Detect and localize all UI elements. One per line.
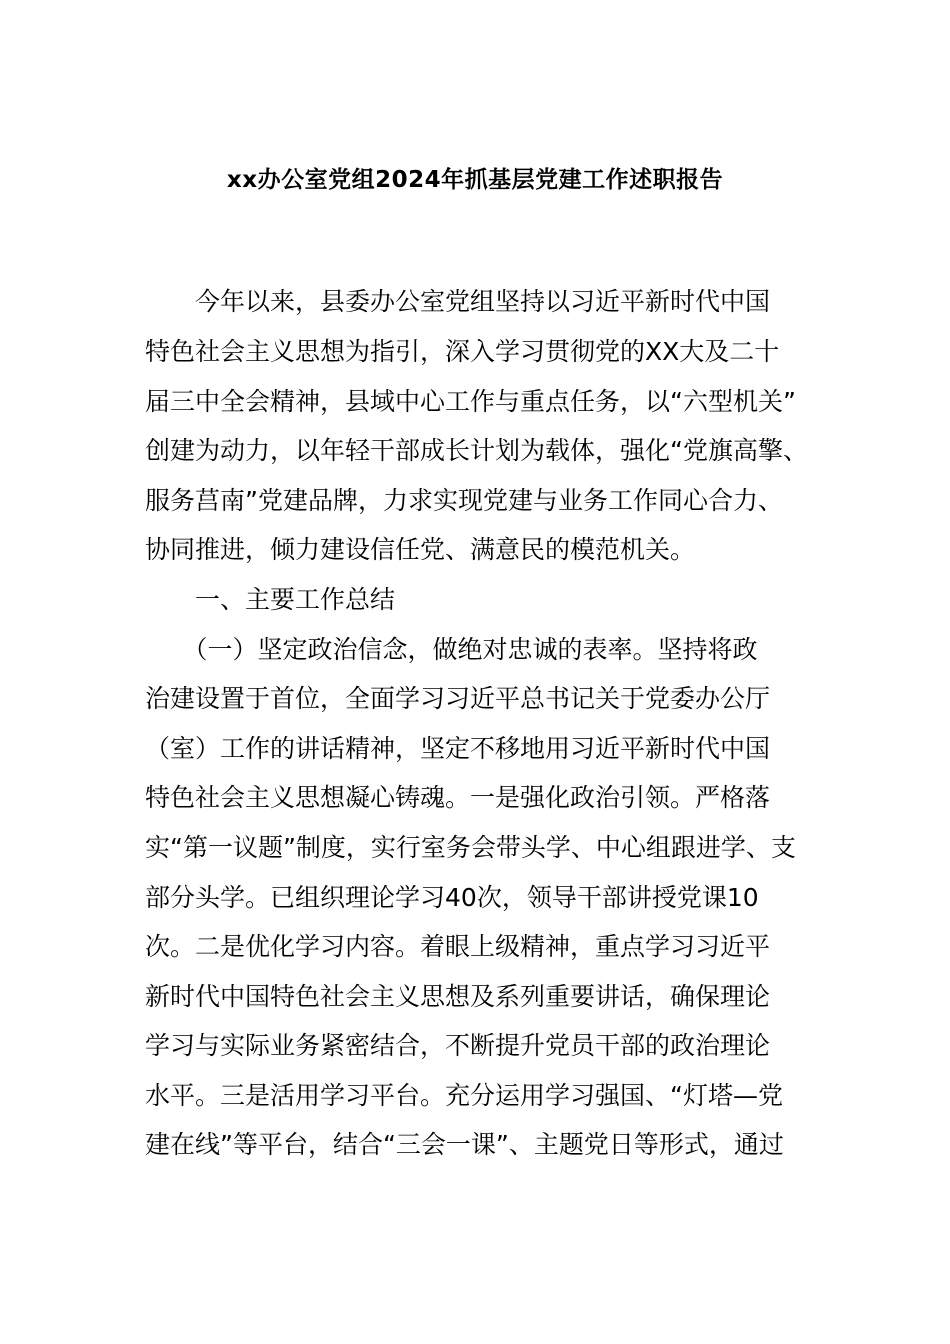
body-line: 水平。三是活用学习平台。充分运用学习强国、“灯塔—党 — [145, 1081, 783, 1110]
document-title: xx办公室党组2024年抓基层党建工作述职报告 — [226, 167, 724, 193]
body-line: 次。二是优化学习内容。着眼上级精神，重点学习习近平 — [145, 932, 771, 961]
body-line: 今年以来，县委办公室党组坚持以习近平新时代中国 — [145, 287, 771, 316]
section-heading: 一、主要工作总结 — [145, 585, 396, 614]
body-line: 特色社会主义思想为指引，深入学习贯彻党的XX大及二十 — [145, 337, 780, 366]
body-line: 服务莒南”党建品牌，力求实现党建与业务工作同心合力、 — [145, 486, 783, 515]
body-line: 新时代中国特色社会主义思想及系列重要讲话，确保理论 — [145, 982, 771, 1011]
body-line: 创建为动力，以年轻干部成长计划为载体，强化“党旗高擎、 — [145, 436, 808, 465]
body-line: 治建设置于首位，全面学习习近平总书记关于党委办公厅 — [145, 684, 771, 713]
body-line: 实“第一议题”制度，实行室务会带头学、中心组跟进学、支 — [145, 833, 796, 862]
body-line: （一）坚定政治信念，做绝对忠诚的表率。坚持将政 — [145, 635, 758, 664]
body-line: 部分头学。已组织理论学习40次，领导干部讲授党课10 — [145, 883, 759, 912]
body-line: 协同推进，倾力建设信任党、满意民的模范机关。 — [145, 535, 696, 564]
body-line: 建在线”等平台，结合“三会一课”、主题党日等形式，通过 — [145, 1130, 784, 1159]
body-line: 特色社会主义思想凝心铸魂。一是强化政治引领。严格落 — [145, 783, 771, 812]
body-line: 届三中全会精神，县域中心工作与重点任务，以“六型机关” — [145, 387, 796, 416]
body-line: 学习与实际业务紧密结合，不断提升党员干部的政治理论 — [145, 1031, 771, 1060]
body-line: （室）工作的讲话精神，坚定不移地用习近平新时代中国 — [145, 734, 771, 763]
